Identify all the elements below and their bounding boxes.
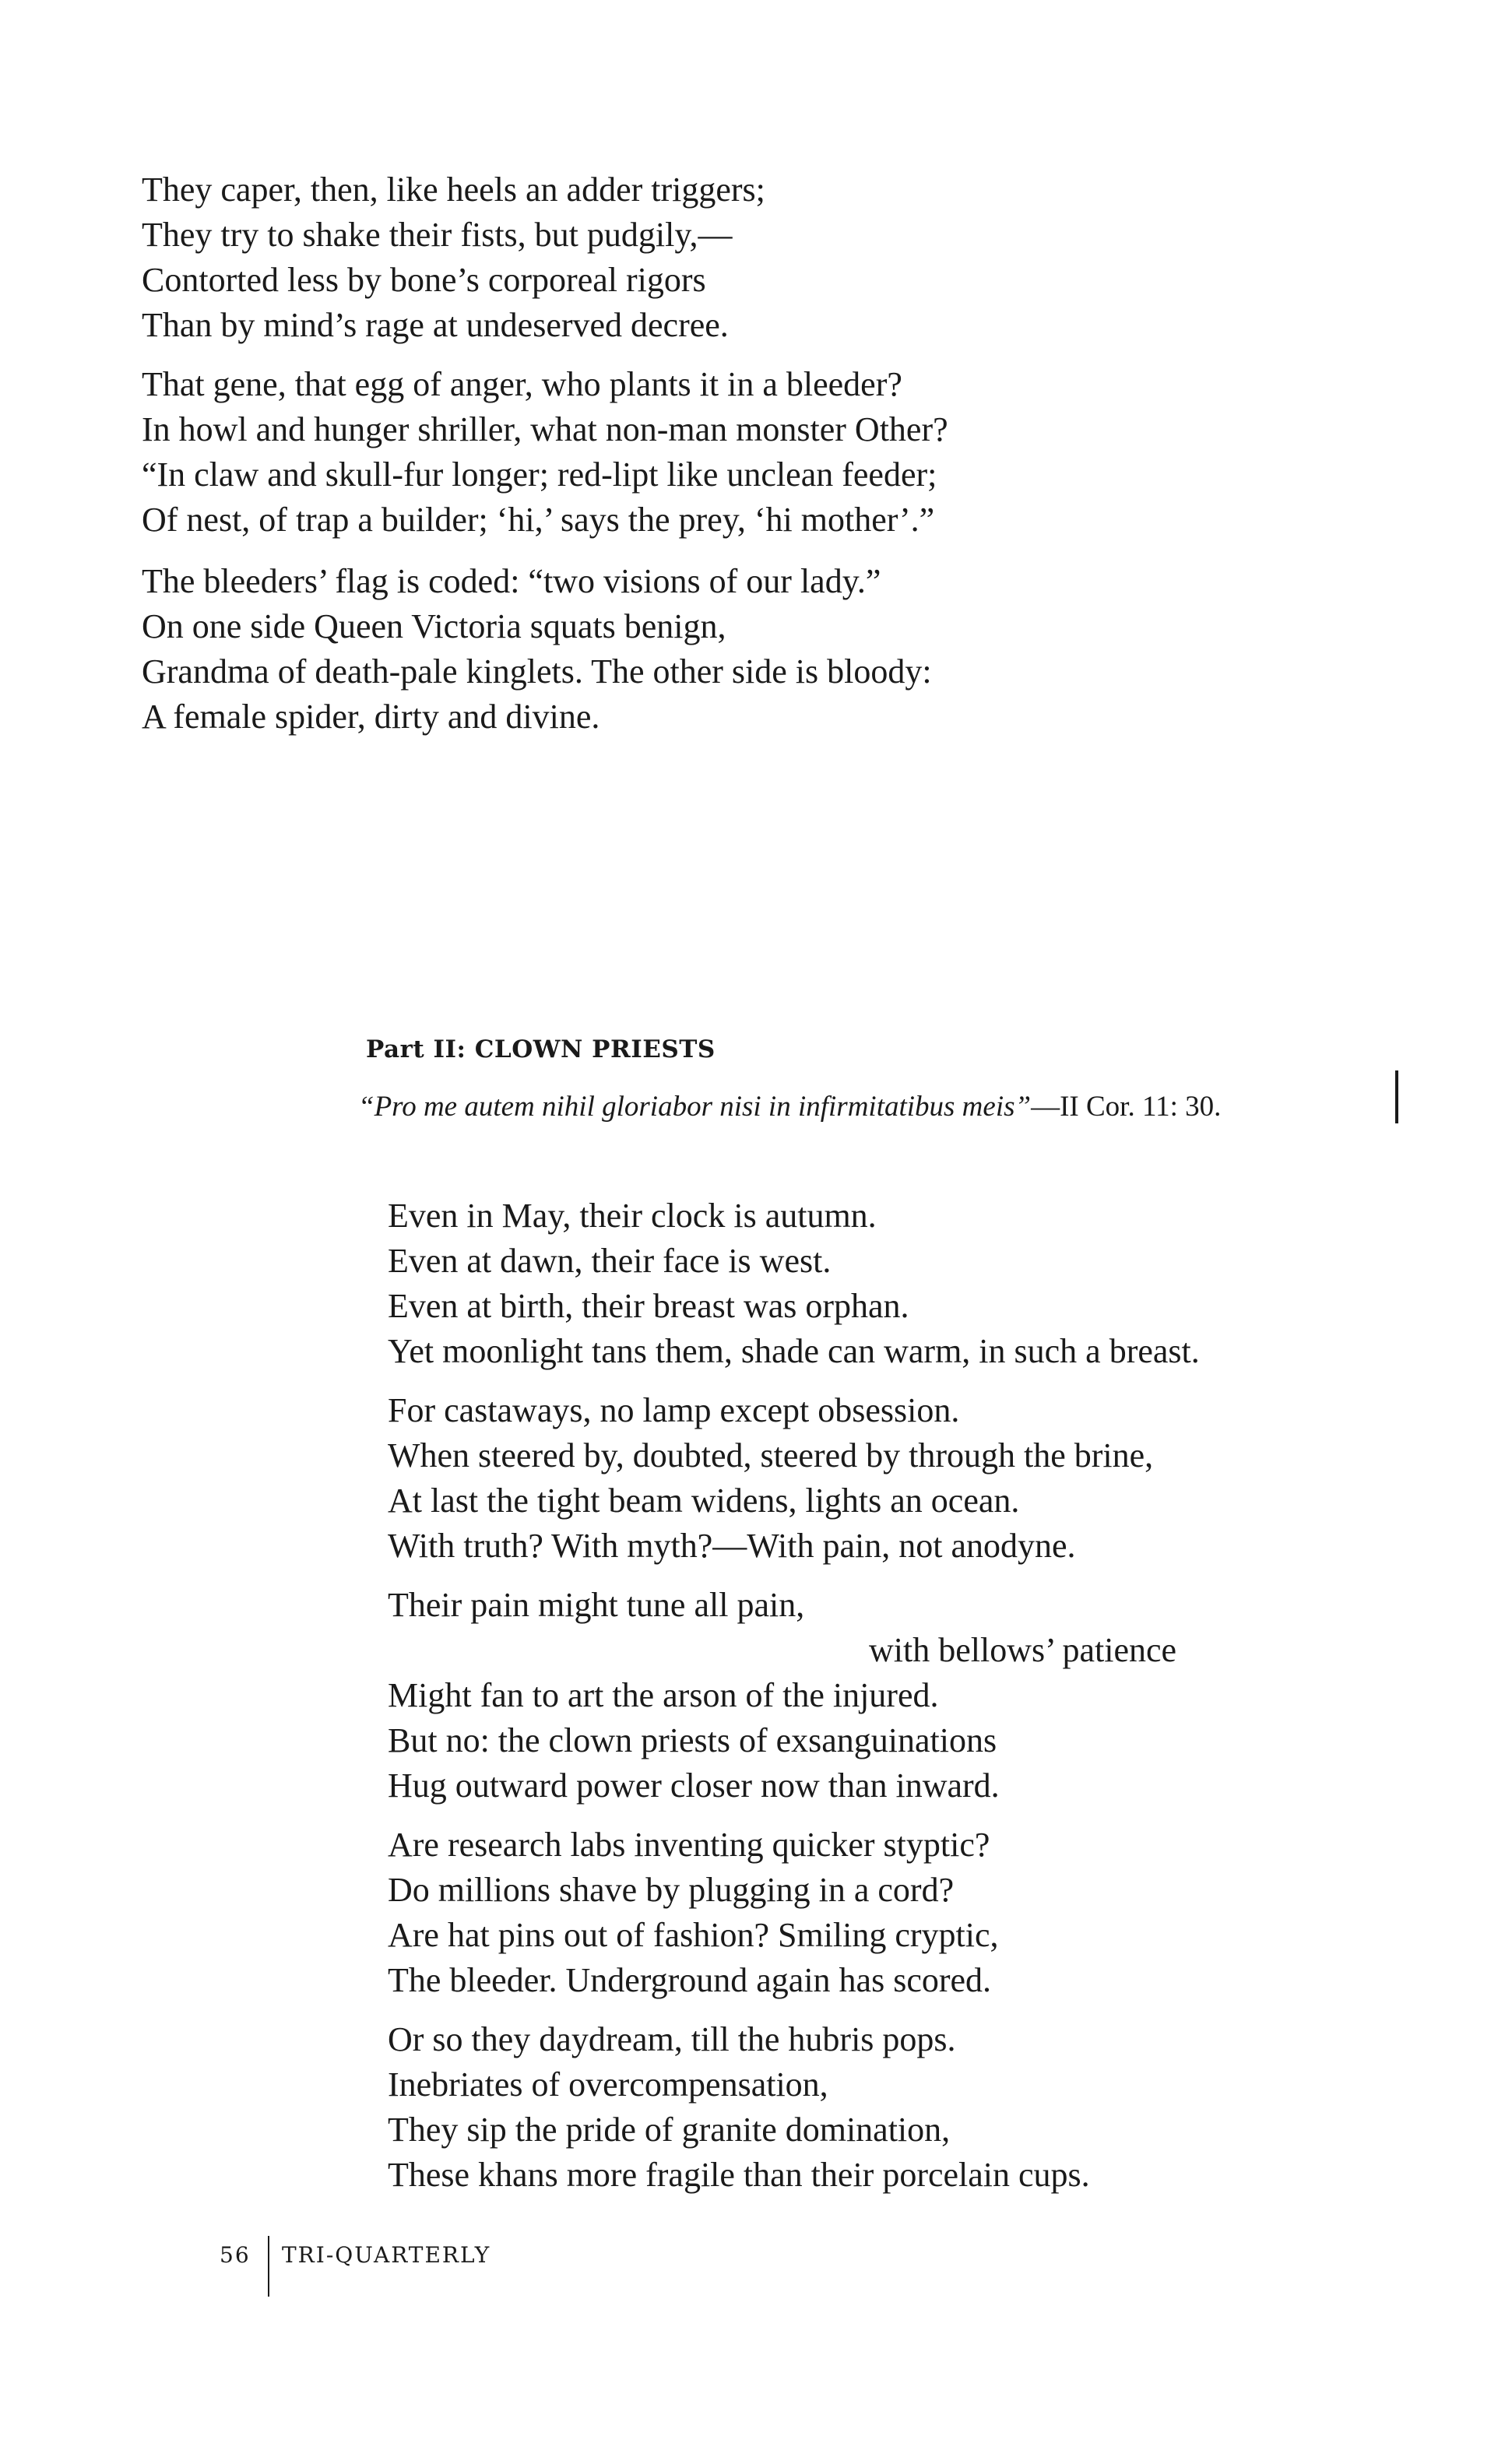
margin-mark (1395, 1070, 1398, 1123)
poem-line: The bleeder. Underground again has scored. (388, 1961, 992, 1999)
poem-line: Or so they daydream, till the hubris pops. (388, 2020, 956, 2058)
poem-line: They sip the pride of granite domination, (388, 2111, 951, 2149)
epigraph-reference: —II Cor. 11: 30. (1031, 1091, 1222, 1123)
poem-line: Might fan to art the arson of the injured. (388, 1676, 939, 1714)
poem-line: Even at birth, their breast was orphan. (388, 1287, 909, 1325)
poem-line: A female spider, dirty and divine. (142, 698, 600, 736)
poem-line: Are hat pins out of fashion? Smiling cryptic, (388, 1916, 999, 1954)
poem-line: Inebriates of overcompensation, (388, 2065, 828, 2104)
poem-line: “In claw and skull-fur longer; red-lipt like unclean feeder; (142, 455, 937, 494)
poem-line: Are research labs inventing quicker styptic? (388, 1826, 990, 1864)
poem-line: Of nest, of trap a builder; ‘hi,’ says the prey, ‘hi mother’.” (142, 501, 935, 539)
poem-line: Their pain might tune all pain, (388, 1586, 805, 1624)
footer-divider (268, 2236, 269, 2297)
poem-line: Than by mind’s rage at undeserved decree. (142, 306, 729, 344)
poem-line: In howl and hunger shriller, what non-man monster Other? (142, 410, 948, 448)
epigraph-quote: “Pro me autem nihil gloriabor nisi in infirmitatibus meis” (358, 1091, 1032, 1123)
poem-line: They caper, then, like heels an adder triggers; (142, 170, 765, 209)
poem-line: These khans more fragile than their porcelain cups. (388, 2156, 1090, 2194)
poem-line: That gene, that egg of anger, who plants it in a bleeder? (142, 365, 902, 403)
poem-line: Hug outward power closer now than inward. (388, 1766, 1000, 1805)
poem-line: When steered by, doubted, steered by through the brine, (388, 1436, 1154, 1475)
page-footer (220, 2242, 491, 2268)
poem-line: Contorted less by bone’s corporeal rigors (142, 261, 706, 299)
poem-line: At last the tight beam widens, lights an ocean. (388, 1482, 1020, 1520)
poem-line: They try to shake their fists, but pudgily,— (142, 216, 733, 254)
poem-line: With truth? With myth?—With pain, not anodyne. (388, 1527, 1076, 1565)
poem-line: Even at dawn, their face is west. (388, 1242, 832, 1280)
poem-line: For castaways, no lamp except obsession. (388, 1391, 960, 1429)
poem-line: Even in May, their clock is autumn. (388, 1197, 877, 1235)
page-number: 56 (220, 2242, 251, 2268)
poem-line: Grandma of death-pale kinglets. The other side is bloody: (142, 652, 932, 691)
section-heading: Part II: CLOWN PRIESTS (366, 1035, 716, 1063)
epigraph (358, 1090, 1221, 1123)
poem-line: Yet moonlight tans them, shade can warm, in such a breast. (388, 1332, 1200, 1370)
poem-line: But no: the clown priests of exsanguinations (388, 1721, 997, 1759)
poem-line: On one side Queen Victoria squats benign, (142, 607, 726, 645)
journal-name: TRI-QUARTERLY (282, 2242, 491, 2268)
poem-line: Do millions shave by plugging in a cord? (388, 1871, 955, 1909)
poem-line-indented: with bellows’ patience (869, 1631, 1177, 1669)
poem-line: The bleeders’ flag is coded: “two visions of our lady.” (142, 562, 881, 600)
